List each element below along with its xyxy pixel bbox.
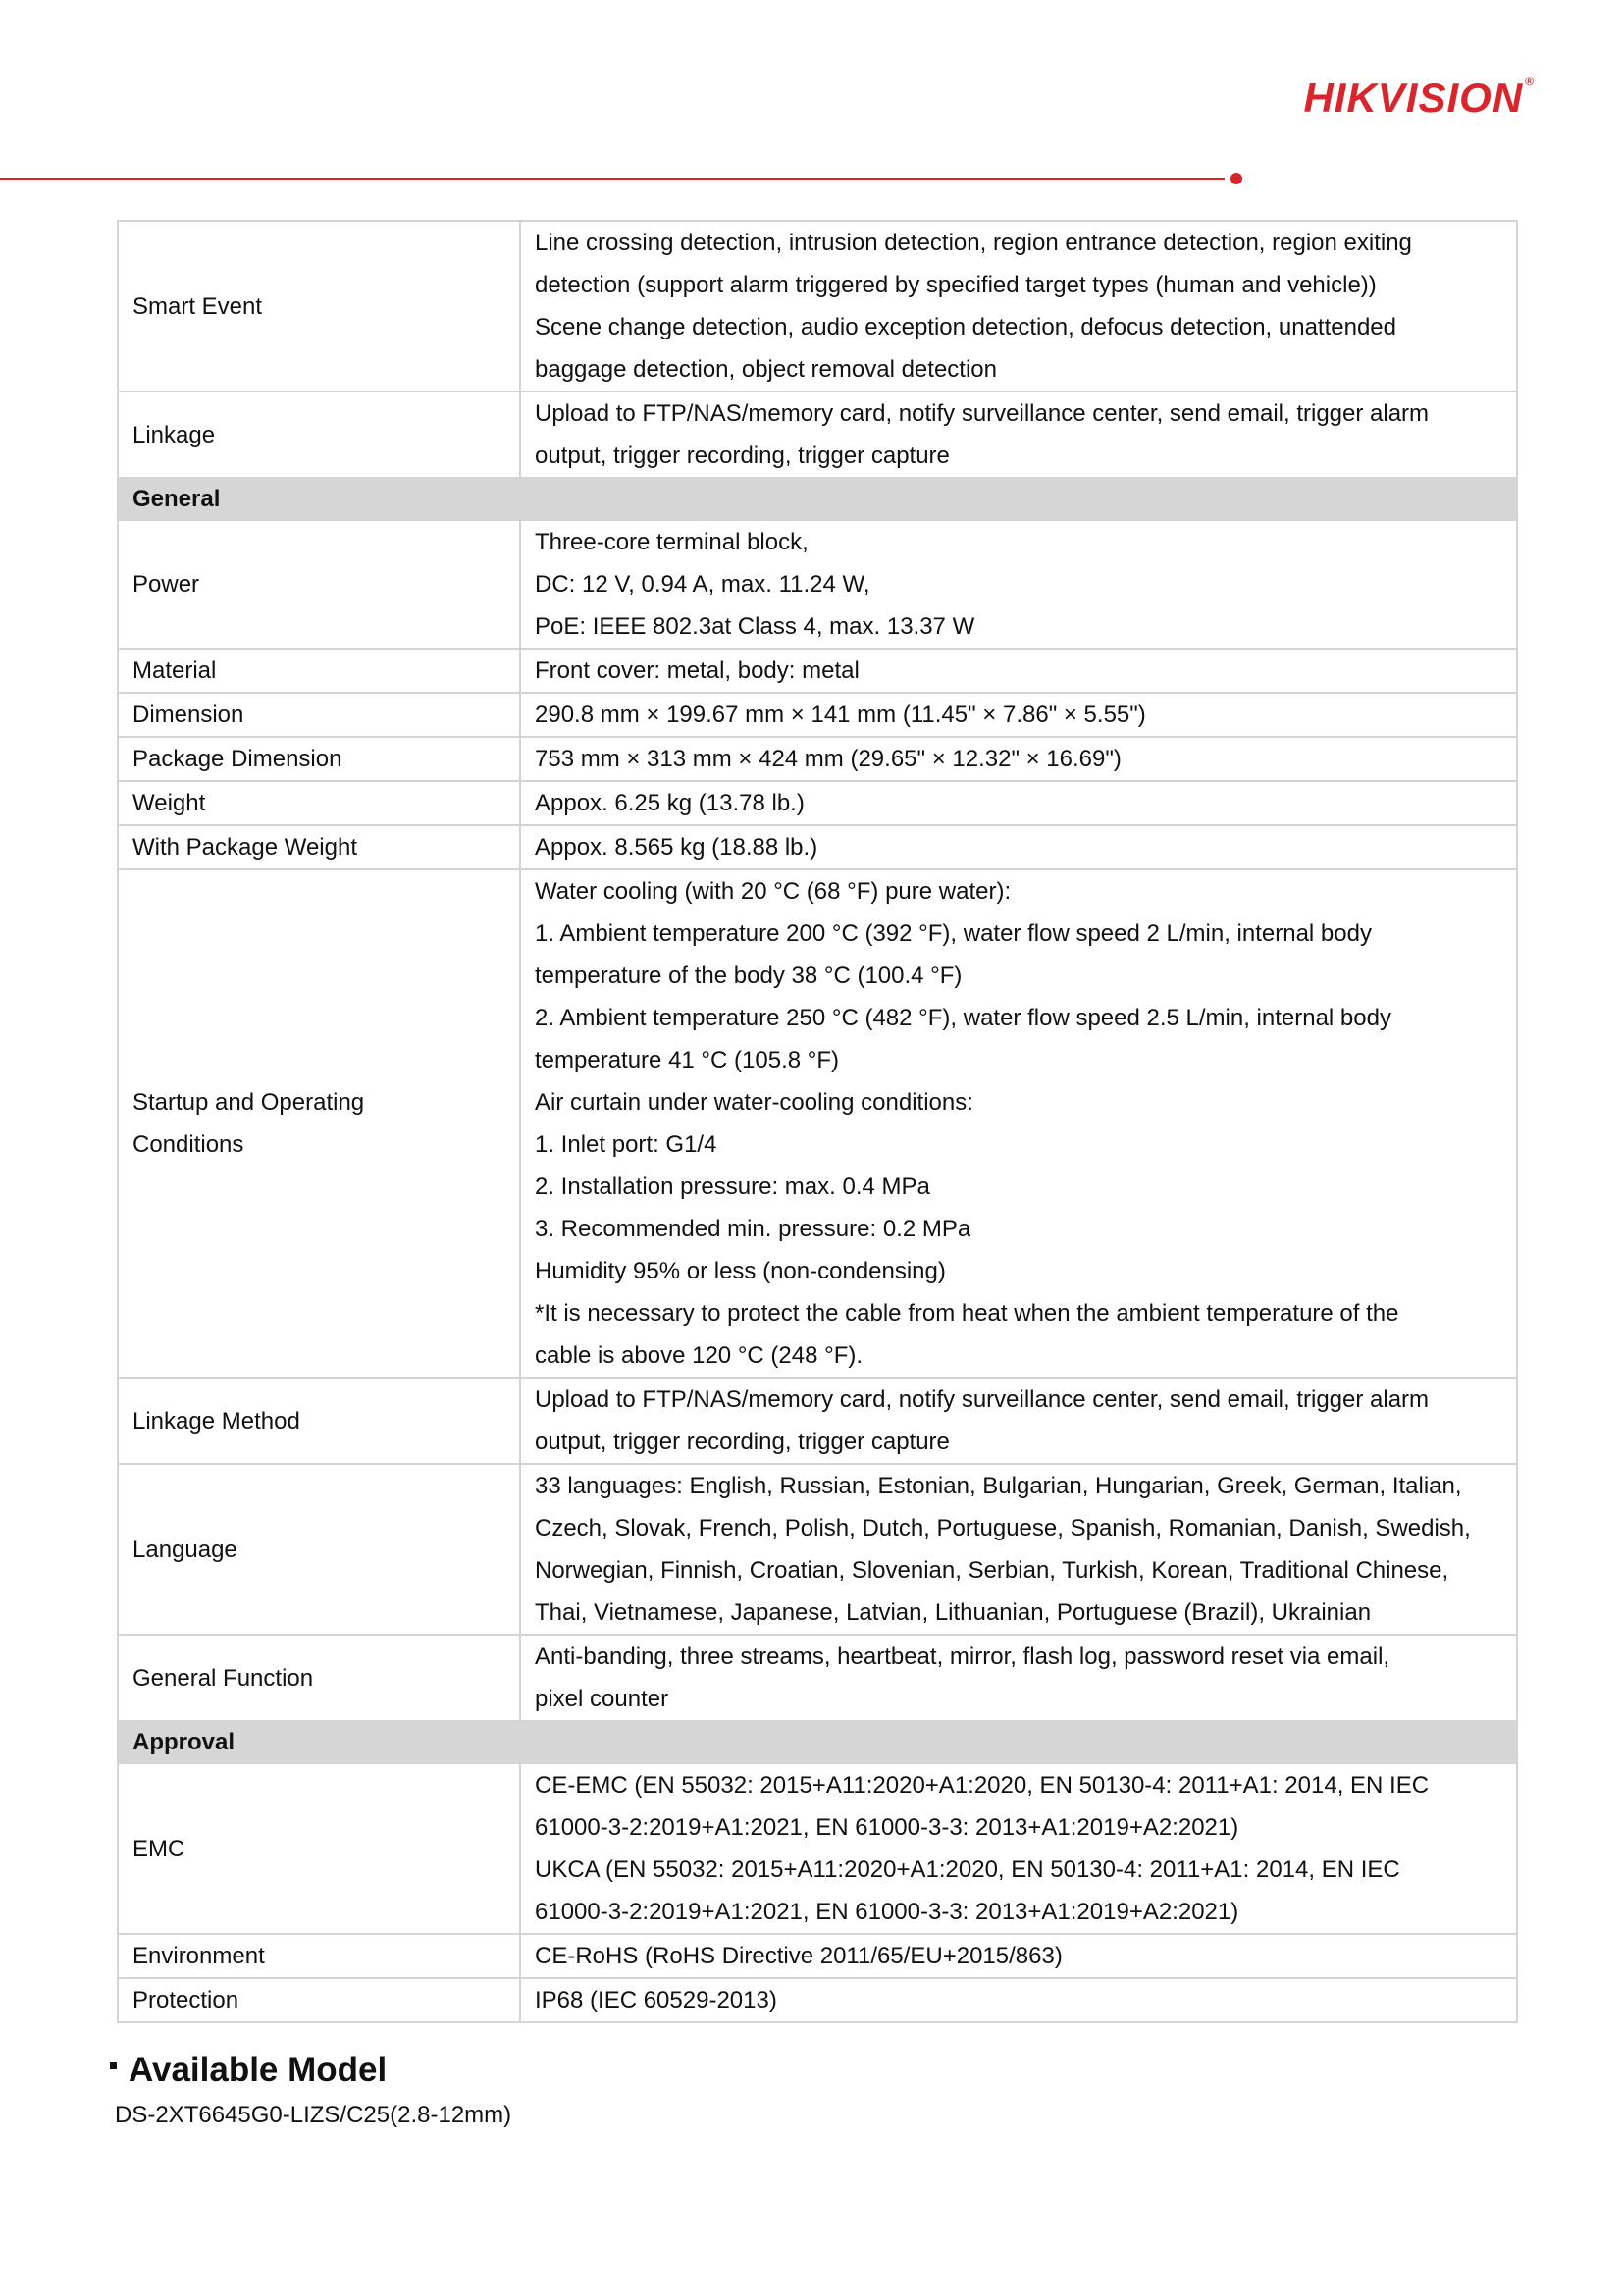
spec-value: Front cover: metal, body: metal	[520, 649, 1517, 693]
available-model-title: Available Model	[129, 2051, 388, 2089]
available-model-heading	[110, 2051, 387, 2090]
spec-label: Protection	[118, 1978, 520, 2022]
spec-row-package-weight	[118, 825, 1517, 869]
spec-value: 33 languages: English, Russian, Estonian, Bulgarian, Hungarian, Greek, German, Italian, Czech, Slovak, French, Polish, Dutch, Portuguese, Spanish, Romanian, Danish, Swedish, Norwegian, Finnish, Croatian, Slovenian, Serbian, Turkish, Korean, Traditional Chinese, Thai, Vietnamese, Japanese, Latvian, Lithuanian, Portuguese (Brazil), Ukrainian	[520, 1464, 1517, 1635]
hikvision-logo: HIKVISION ®	[1303, 75, 1535, 121]
spec-row-environment	[118, 1934, 1517, 1978]
spec-row-protection	[118, 1978, 1517, 2022]
available-model-name: DS-2XT6645G0-LIZS/C25(2.8-12mm)	[115, 2102, 512, 2128]
spec-label: EMC	[118, 1763, 520, 1934]
spec-value: Upload to FTP/NAS/memory card, notify surveillance center, send email, trigger alarm output, trigger recording, trigger capture	[520, 1378, 1517, 1464]
spec-value: CE-RoHS (RoHS Directive 2011/65/EU+2015/863)	[520, 1934, 1517, 1978]
section-header-approval	[118, 1721, 1517, 1763]
section-header-general	[118, 478, 1517, 520]
section-title: General	[118, 478, 1517, 520]
spec-row-package-dimension	[118, 737, 1517, 781]
spec-row-general-function	[118, 1635, 1517, 1721]
spec-value: 290.8 mm × 199.67 mm × 141 mm (11.45" × 7.86" × 5.55")	[520, 693, 1517, 737]
header-divider	[0, 178, 1225, 180]
spec-value: Anti-banding, three streams, heartbeat, mirror, flash log, password reset via email, pixel counter	[520, 1635, 1517, 1721]
header-divider-dot	[1230, 173, 1242, 184]
spec-value: Upload to FTP/NAS/memory card, notify surveillance center, send email, trigger alarm output, trigger recording, trigger capture	[520, 391, 1517, 478]
spec-row-linkage	[118, 391, 1517, 478]
section-title: Approval	[118, 1721, 1517, 1763]
spec-value: CE-EMC (EN 55032: 2015+A11:2020+A1:2020, EN 50130-4: 2011+A1: 2014, EN IEC 61000-3-2:2019+A1:2021, EN 61000-3-3: 2013+A1:2019+A2:2021) UKCA (EN 55032: 2015+A11:2020+A1:2020, EN 50130-4: 2011+A1: 2014, EN IEC 61000-3-2:2019+A1:2021, EN 61000-3-3: 2013+A1:2019+A2:2021)	[520, 1763, 1517, 1934]
spec-row-startup-conditions	[118, 869, 1517, 1378]
spec-value: Appox. 6.25 kg (13.78 lb.)	[520, 781, 1517, 825]
spec-value: Three-core terminal block, DC: 12 V, 0.94 A, max. 11.24 W, PoE: IEEE 802.3at Class 4, max. 13.37 W	[520, 520, 1517, 649]
spec-row-emc	[118, 1763, 1517, 1934]
spec-label: Linkage Method	[118, 1378, 520, 1464]
spec-table	[117, 220, 1518, 2023]
spec-label: Language	[118, 1464, 520, 1635]
spec-value: Water cooling (with 20 °C (68 °F) pure water): 1. Ambient temperature 200 °C (392 °F), water flow speed 2 L/min, internal body temperature of the body 38 °C (100.4 °F) 2. Ambient temperature 250 °C (482 °F), water flow speed 2.5 L/min, internal body temperature 41 °C (105.8 °F) Air curtain under water-cooling conditions: 1. Inlet port: G1/4 2. Installation pressure: max. 0.4 MPa 3. Recommended min. pressure: 0.2 MPa Humidity 95% or less (non-condensing) *It is necessary to protect the cable from heat when the ambient temperature of the cable is above 120 °C (248 °F).	[520, 869, 1517, 1378]
spec-row-power	[118, 520, 1517, 649]
spec-label: Startup and Operating Conditions	[118, 869, 520, 1378]
spec-label: Power	[118, 520, 520, 649]
spec-value: 753 mm × 313 mm × 424 mm (29.65" × 12.32" × 16.69")	[520, 737, 1517, 781]
spec-row-weight	[118, 781, 1517, 825]
spec-label: Dimension	[118, 693, 520, 737]
spec-row-material	[118, 649, 1517, 693]
spec-label: Environment	[118, 1934, 520, 1978]
bullet-icon	[110, 2062, 117, 2069]
spec-label: With Package Weight	[118, 825, 520, 869]
spec-value: Appox. 8.565 kg (18.88 lb.)	[520, 825, 1517, 869]
spec-label: General Function	[118, 1635, 520, 1721]
spec-value: Line crossing detection, intrusion detection, region entrance detection, region exiting detection (support alarm triggered by specified target types (human and vehicle)) Scene change detection, audio exception detection, defocus detection, unattended baggage detection, object removal detection	[520, 221, 1517, 391]
spec-label: Smart Event	[118, 221, 520, 391]
spec-label: Package Dimension	[118, 737, 520, 781]
spec-row-smart-event	[118, 221, 1517, 391]
spec-row-language	[118, 1464, 1517, 1635]
spec-row-linkage-method	[118, 1378, 1517, 1464]
spec-label: Material	[118, 649, 520, 693]
spec-label: Weight	[118, 781, 520, 825]
spec-label: Linkage	[118, 391, 520, 478]
spec-row-dimension	[118, 693, 1517, 737]
spec-value: IP68 (IEC 60529-2013)	[520, 1978, 1517, 2022]
